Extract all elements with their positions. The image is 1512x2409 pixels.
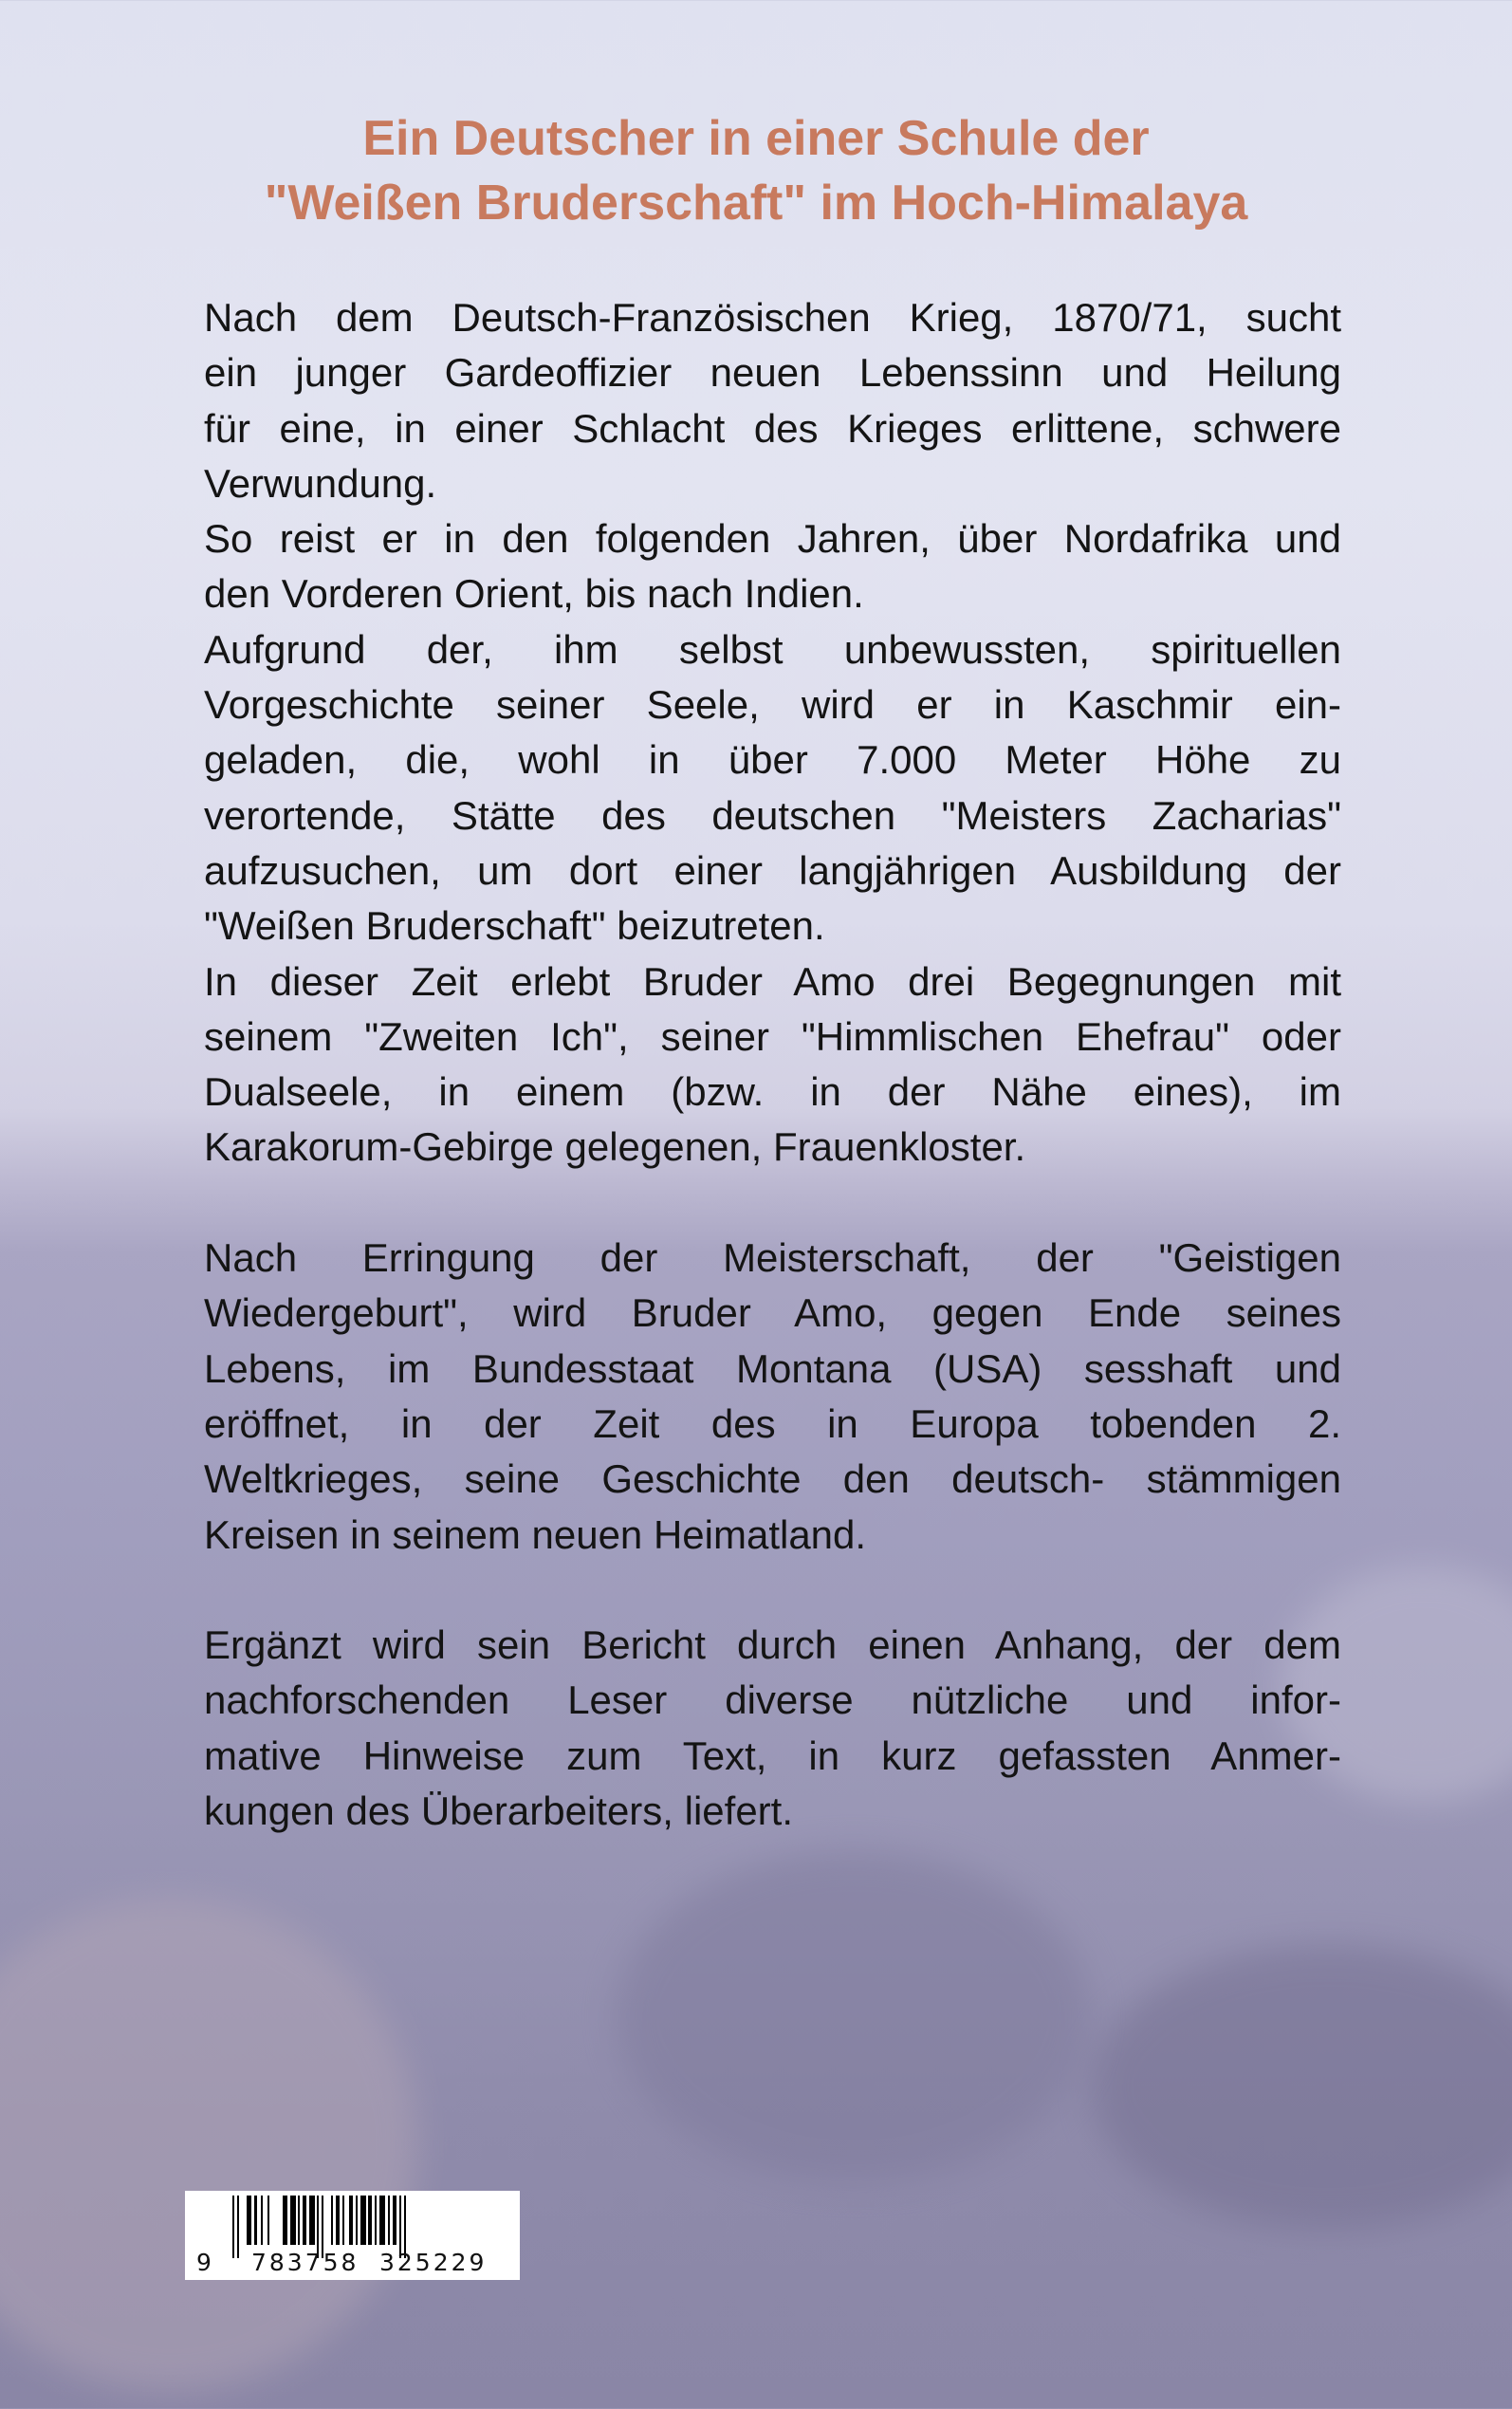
- barcode-prefix: 9: [196, 2249, 214, 2276]
- text-line: verortende, Stätte des deutschen "Meisters Zacharias": [204, 792, 1341, 838]
- text-line: Karakorum-Gebirge gelegenen, Frauenkloster.: [204, 1124, 1026, 1170]
- title-line-2: "Weißen Bruderschaft" im Hoch-Himalaya: [264, 176, 1248, 231]
- barcode-bar: [309, 2196, 315, 2245]
- barcode-bar: [298, 2196, 300, 2245]
- barcode-bar: [336, 2196, 340, 2245]
- background-rock: [1091, 1945, 1512, 2230]
- barcode-bar: [331, 2196, 333, 2245]
- text-line: aufzusuchen, um dort einer langjährigen Ausbildung der: [204, 847, 1341, 893]
- paragraph: [204, 1618, 1341, 1839]
- paragraph-gap: [204, 1563, 1341, 1618]
- barcode-bars: [232, 2196, 507, 2254]
- text-line: Vorgeschichte seiner Seele, wird er in Kaschmir ein-: [204, 682, 1341, 728]
- barcode-bar: [247, 2196, 251, 2245]
- barcode-bar: [267, 2196, 269, 2245]
- barcode-bar: [393, 2196, 396, 2245]
- barcode-group-2: 325229: [379, 2249, 488, 2276]
- text-line: Wiedergeburt", wird Bruder Amo, gegen Ende seines: [204, 1290, 1341, 1336]
- text-line: Lebens, im Bundesstaat Montana (USA) sesshaft und: [204, 1345, 1341, 1391]
- paragraph: [204, 954, 1341, 1176]
- blurb-text: [204, 290, 1341, 1839]
- barcode-bar: [342, 2196, 344, 2245]
- barcode-bar: [261, 2196, 263, 2245]
- text-line: nachforschenden Leser diverse nützliche und infor-: [204, 1677, 1341, 1723]
- barcode-group-1: 783758: [251, 2249, 360, 2276]
- barcode-bar: [232, 2196, 234, 2258]
- paragraph: [204, 290, 1341, 511]
- background-rock: [617, 1850, 1091, 2182]
- text-line: Aufgrund der, ihm selbst unbewussten, spirituellen: [204, 626, 1341, 672]
- paragraph-gap: [204, 1176, 1341, 1231]
- barcode-bar: [379, 2196, 385, 2245]
- text-line: Nach Erringung der Meisterschaft, der "Geistigen: [204, 1235, 1341, 1281]
- text-line: mative Hinweise zum Text, in kurz gefassten Anmer-: [204, 1733, 1341, 1778]
- barcode-bar: [290, 2196, 296, 2245]
- text-line: für eine, in einer Schlacht des Krieges erlittene, schwere: [204, 405, 1341, 451]
- text-line: kungen des Überarbeiters, liefert.: [204, 1788, 793, 1834]
- text-line: Weltkrieges, seine Geschichte den deutsch- stämmigen: [204, 1456, 1341, 1502]
- paragraph: [204, 511, 1341, 622]
- back-cover-title: [0, 106, 1512, 235]
- barcode-bar: [388, 2196, 390, 2245]
- text-line: Verwundung.: [204, 460, 437, 506]
- isbn-barcode: [185, 2191, 520, 2280]
- barcode-bar: [375, 2196, 377, 2245]
- barcode-bar: [283, 2196, 287, 2245]
- barcode-bar: [254, 2196, 257, 2245]
- text-line: Nach dem Deutsch-Französischen Krieg, 1870/71, sucht: [204, 295, 1341, 340]
- background-rock: [0, 1898, 417, 2391]
- text-line: Dualseele, in einem (bzw. in der Nähe eines), im: [204, 1069, 1341, 1115]
- paragraph: [204, 1231, 1341, 1563]
- title-line-1: Ein Deutscher in einer Schule der: [362, 111, 1150, 166]
- text-line: In dieser Zeit erlebt Bruder Amo drei Begegnungen mit: [204, 958, 1341, 1004]
- barcode-bar: [368, 2196, 372, 2245]
- text-line: geladen, die, wohl in über 7.000 Meter Höhe zu: [204, 737, 1341, 783]
- paragraph: [204, 622, 1341, 954]
- text-line: den Vorderen Orient, bis nach Indien.: [204, 571, 864, 617]
- text-line: Kreisen in seinem neuen Heimatland.: [204, 1511, 867, 1557]
- text-line: seinem "Zweiten Ich", seiner "Himmlischen Ehefrau" oder: [204, 1013, 1341, 1059]
- barcode-bar: [349, 2196, 353, 2245]
- text-line: ein junger Gardeoffizier neuen Lebenssinn und Heilung: [204, 350, 1341, 396]
- barcode-bar: [303, 2196, 306, 2245]
- barcode-bar: [356, 2196, 358, 2245]
- barcode-bar: [237, 2196, 239, 2258]
- text-line: So reist er in den folgenden Jahren, über Nordafrika und: [204, 516, 1341, 562]
- text-line: eröffnet, in der Zeit des in Europa tobenden 2.: [204, 1400, 1341, 1446]
- barcode-bar: [360, 2196, 366, 2245]
- text-line: Ergänzt wird sein Bericht durch einen Anhang, der dem: [204, 1622, 1341, 1668]
- text-line: "Weißen Bruderschaft" beizutreten.: [204, 903, 825, 949]
